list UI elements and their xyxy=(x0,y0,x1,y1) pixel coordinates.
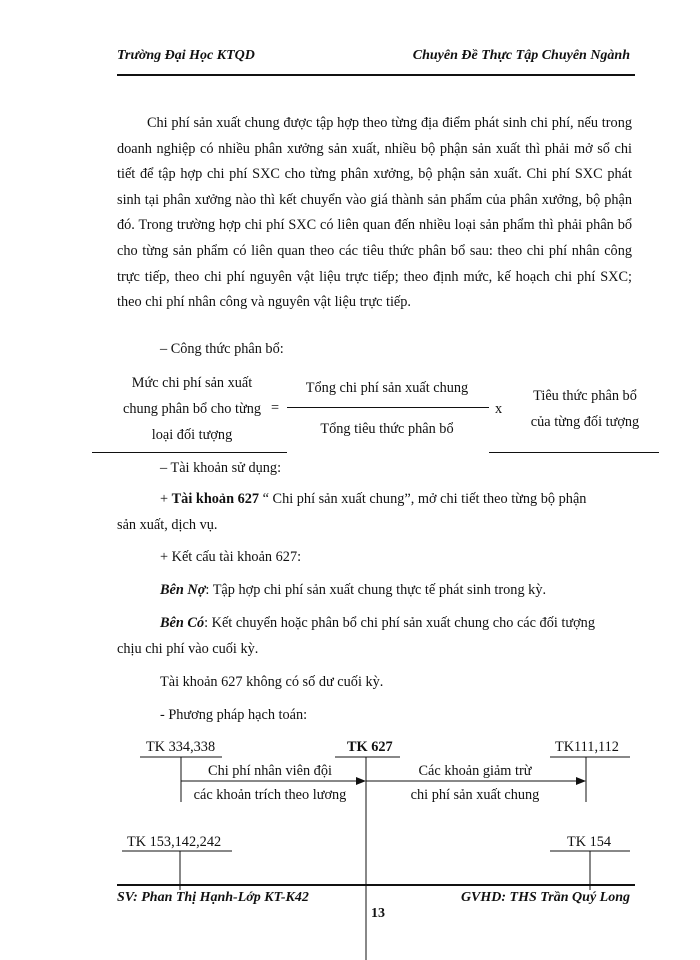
footer-student: SV: Phan Thị Hạnh-Lớp KT-K42 xyxy=(117,890,309,905)
arrowhead-right-flow xyxy=(576,777,586,785)
formula-heading: – Công thức phân bổ: xyxy=(160,341,284,357)
formula-times: x xyxy=(495,401,503,417)
arrowhead-left-flow xyxy=(356,777,366,785)
tk-154-label: TK 154 xyxy=(567,834,612,850)
tk-153-142-242-label: TK 153,142,242 xyxy=(127,834,222,850)
account-heading: – Tài khoản sử dụng: xyxy=(160,460,282,476)
credit-line2: chịu chi phí vào cuối kỳ. xyxy=(117,641,259,657)
header-right: Chuyên Đề Thực Tập Chuyên Ngành xyxy=(412,48,630,63)
no-balance-note: Tài khoản 627 không có số dư cuối kỳ. xyxy=(160,674,384,690)
formula-lhs-line3: loại đối tượng xyxy=(151,427,233,443)
header-left: Trường Đại Học KTQD xyxy=(117,48,255,63)
method-heading: - Phương pháp hạch toán: xyxy=(160,707,308,723)
footer-supervisor: GVHD: THS Trần Quý Long xyxy=(460,890,630,905)
credit-text: : Kết chuyển hoặc phân bổ chi phí sản xuất chung cho các đối tượng xyxy=(204,615,595,631)
formula-denominator: Tổng tiêu thức phân bổ xyxy=(320,421,454,437)
credit-label: Bên Có xyxy=(160,615,205,631)
account-plus: + xyxy=(160,491,172,507)
account-627-desc: “ Chi phí sản xuất chung”, mở chi tiết theo từng bộ phận xyxy=(259,491,587,507)
formula-rhs-line2: của từng đối tượng xyxy=(530,414,640,430)
debit-label: Bên Nợ xyxy=(160,582,206,598)
tk-111-112-label: TK111,112 xyxy=(555,739,619,755)
formula-rhs-line1: Tiêu thức phân bổ xyxy=(533,388,637,404)
formula-lhs-line1: Mức chi phí sản xuất xyxy=(131,375,253,391)
flow-left-line2: các khoản trích theo lương xyxy=(193,787,347,803)
structure-heading: + Kết cấu tài khoản 627: xyxy=(160,549,302,565)
paragraph-overhead-costs: Chi phí sản xuất chung được tập hợp theo từng địa điểm phát sinh chi phí, nếu trong doanh nghiệp có nhiều phân xưởng sản xuất, nhiều bộ phận sản xuất thì phải mở sổ chi tiết để tập hợp chi phí SXC cho từng phân xưởng, bộ phận sản xuất. Chi phí SXC phát sinh tại phân xưởng nào thì kết chuyển vào giá thành sản phẩm của phân xưởng, bộ phận đó. Trong trường hợp chi phí SXC có liên quan đến nhiều loại sản phẩm thì phải phân bổ cho từng sản phẩm có liên quan theo các tiêu thức phân bổ sau: theo chi phí nhân công trực tiếp, theo chi phí nguyên vật liệu trực tiếp; theo định mức, kế hoạch chi phí SXC; theo chi phí nhân công và nguyên vật liệu trực tiếp. xyxy=(117,115,632,311)
flow-right-line1: Các khoản giảm trừ xyxy=(418,763,532,779)
tk-627-label: TK 627 xyxy=(347,739,393,755)
flow-right-line2: chi phí sản xuất chung xyxy=(410,787,540,803)
account-627-title: Tài khoản 627 xyxy=(171,491,260,507)
account-627-line2: sản xuất, dịch vụ. xyxy=(117,517,218,533)
debit-text: : Tập hợp chi phí sản xuất chung thực tế phát sinh trong kỳ. xyxy=(205,582,547,598)
formula-equals: = xyxy=(271,400,280,416)
footer-rule xyxy=(117,884,635,886)
flow-left-line1: Chi phí nhân viên đội xyxy=(208,763,332,779)
page-number: 13 xyxy=(371,906,385,921)
tk-334-338-label: TK 334,338 xyxy=(146,739,216,755)
formula-numerator: Tổng chi phí sản xuất chung xyxy=(305,380,469,396)
formula-lhs-line2: chung phân bổ cho từng xyxy=(123,401,261,417)
